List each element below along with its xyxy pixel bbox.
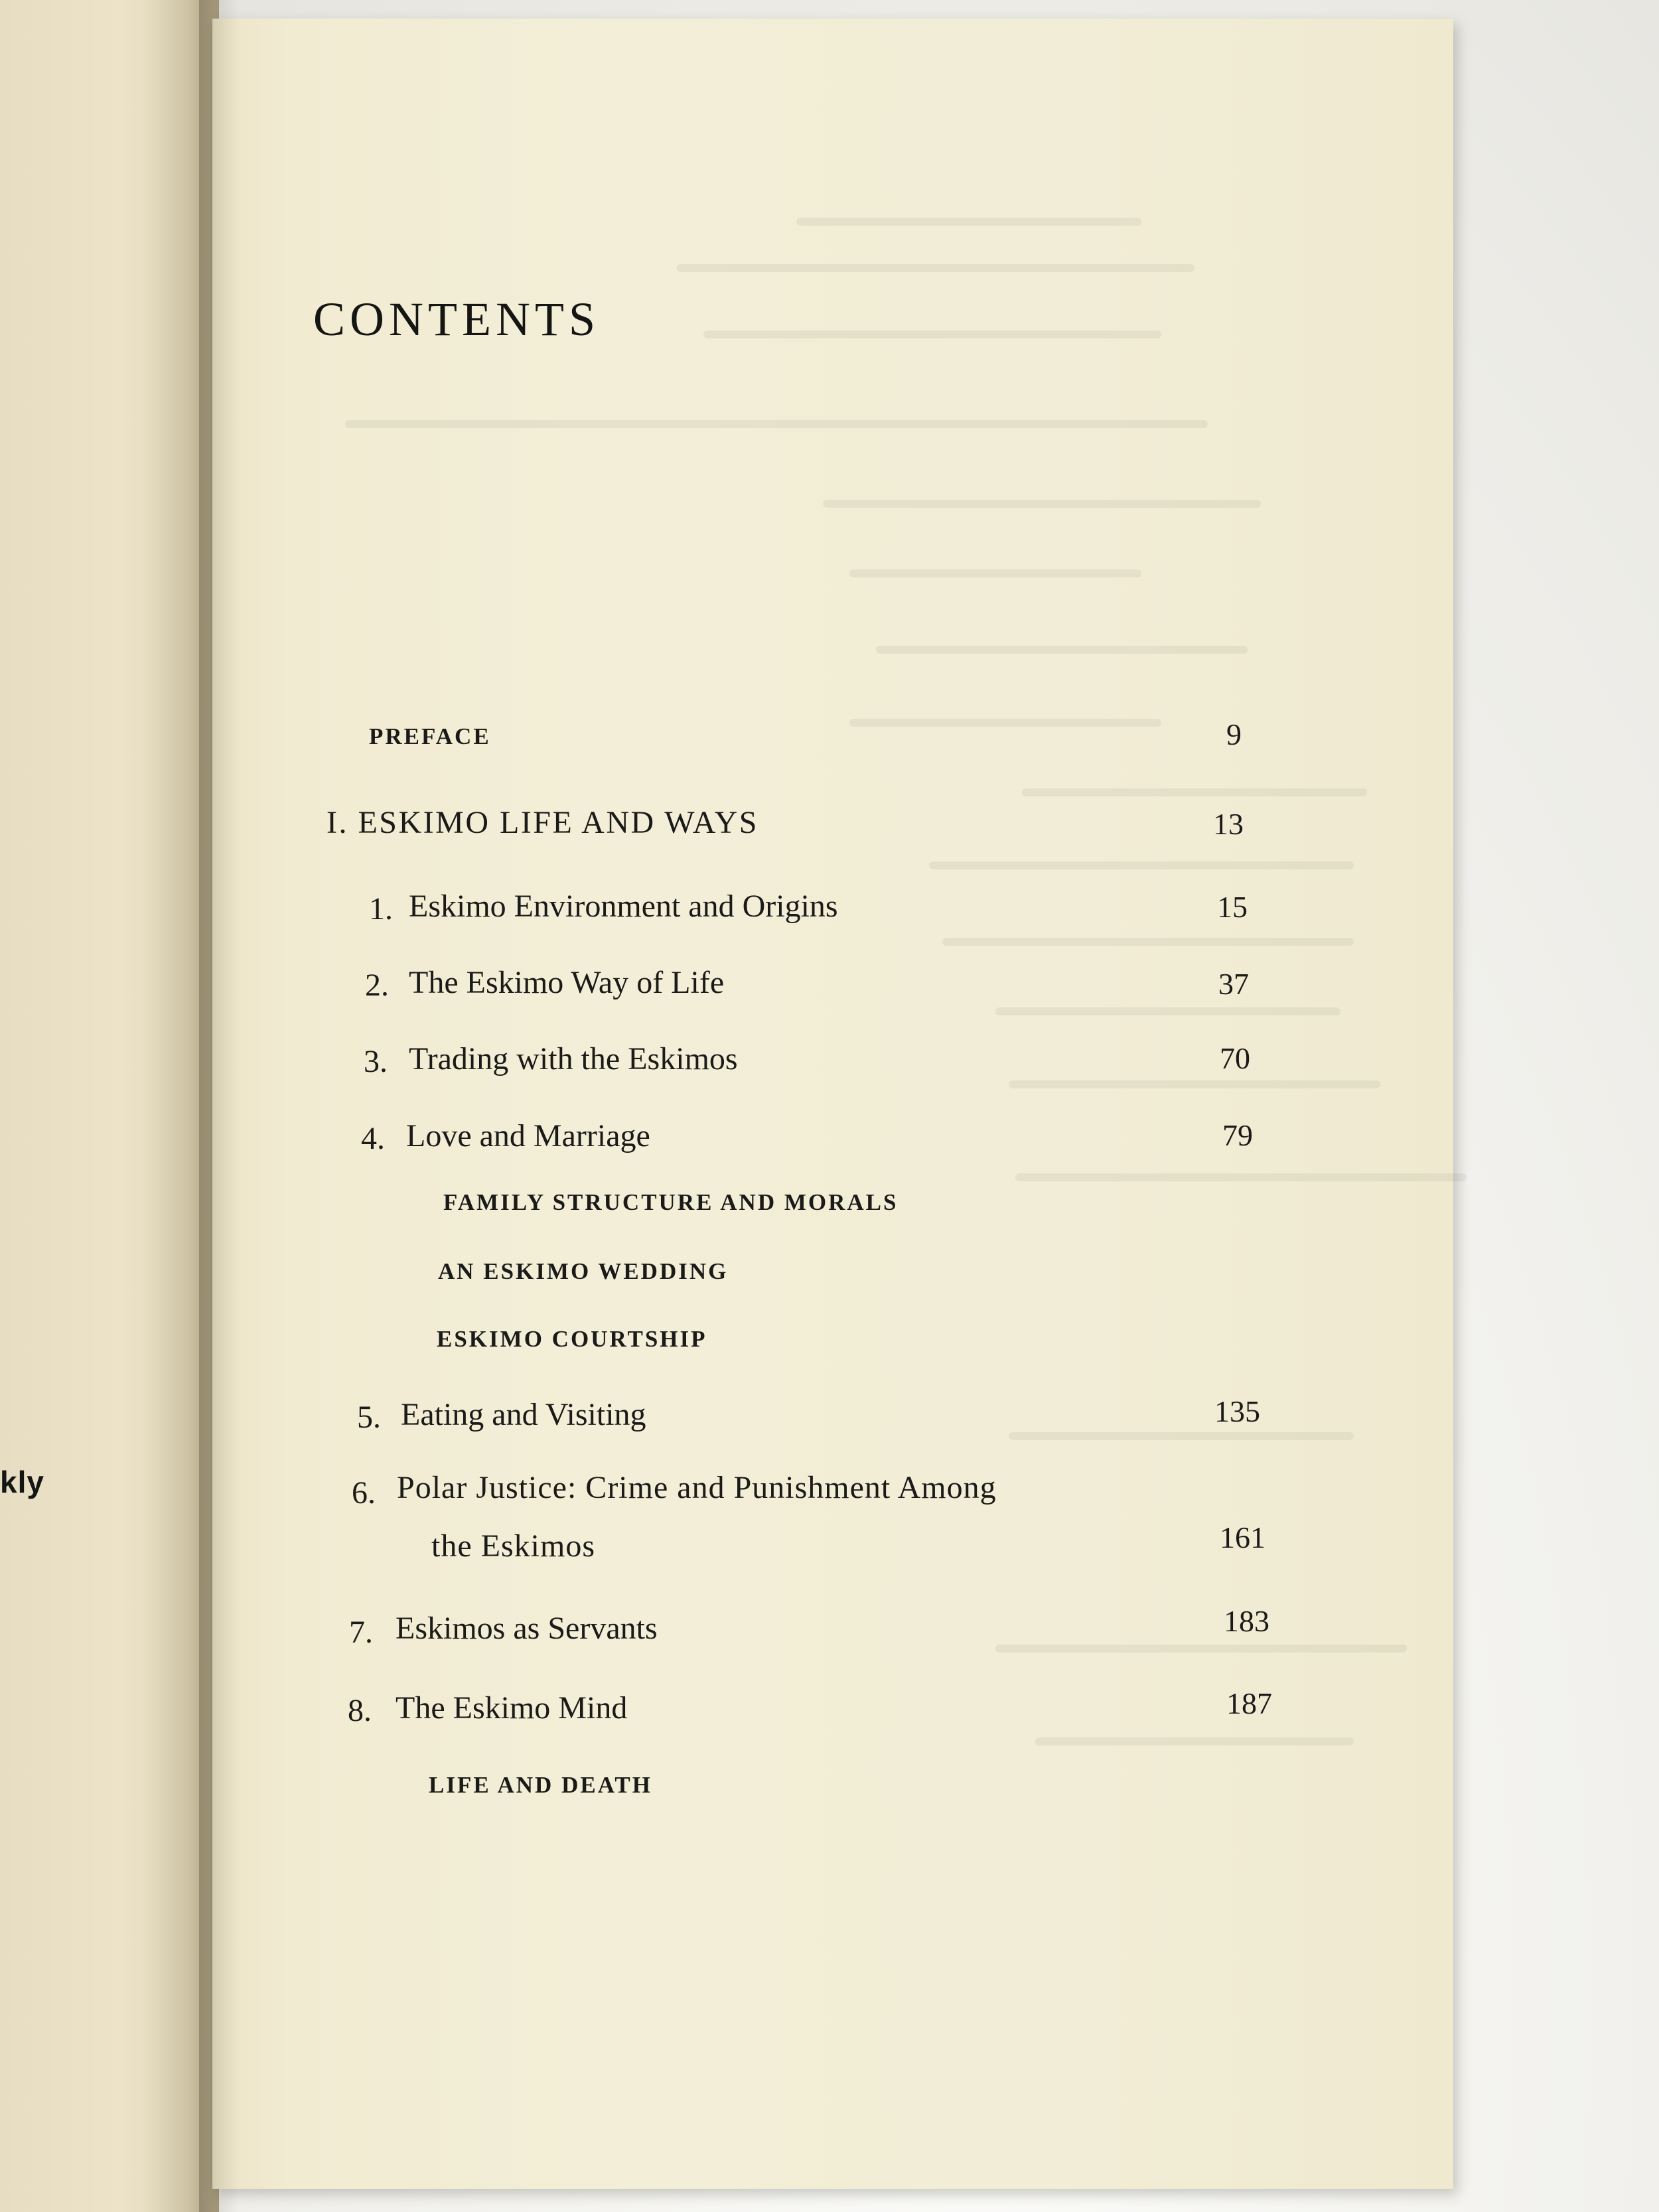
toc-subsection: FAMILY STRUCTURE AND MORALS xyxy=(443,1189,899,1215)
show-through-line xyxy=(876,646,1248,654)
show-through-line xyxy=(823,500,1261,508)
show-through-line xyxy=(995,1007,1340,1015)
toc-page-number: 79 xyxy=(1222,1118,1253,1152)
contents-heading: CONTENTS xyxy=(313,293,600,346)
toc-page-number: 37 xyxy=(1218,967,1249,1001)
toc-chapter-title-continued: the Eskimos xyxy=(431,1528,595,1564)
toc-chapter-number: 4. xyxy=(361,1121,385,1156)
show-through-line xyxy=(677,264,1194,272)
toc-page-number: 70 xyxy=(1220,1041,1250,1075)
show-through-line xyxy=(1009,1080,1380,1088)
toc-subsection: LIFE AND DEATH xyxy=(429,1772,652,1798)
toc-page-number: 183 xyxy=(1224,1604,1269,1638)
show-through-line xyxy=(796,218,1141,226)
toc-chapter-number: 7. xyxy=(349,1615,373,1650)
show-through-line xyxy=(929,861,1354,869)
toc-chapter-number: 6. xyxy=(352,1475,376,1511)
show-through-line xyxy=(1022,788,1367,796)
show-through-line xyxy=(942,938,1354,946)
toc-chapter-number: 5. xyxy=(357,1400,381,1435)
toc-chapter-title: Eating and Visiting xyxy=(401,1397,646,1432)
left-page-text-fragment: kly xyxy=(0,1465,44,1499)
toc-chapter-title: Love and Marriage xyxy=(406,1118,650,1153)
toc-subsection: ESKIMO COURTSHIP xyxy=(437,1326,707,1352)
show-through-line xyxy=(345,420,1208,428)
show-through-line xyxy=(1009,1432,1354,1440)
show-through-line xyxy=(1015,1173,1467,1181)
toc-chapter-number: 1. xyxy=(369,891,393,926)
toc-chapter-title: Trading with the Eskimos xyxy=(409,1041,738,1076)
toc-chapter-title: Eskimos as Servants xyxy=(396,1611,658,1646)
toc-entry-preface: PREFACE xyxy=(369,723,491,749)
toc-page-number: 13 xyxy=(1213,807,1244,841)
toc-part-title: I. ESKIMO LIFE AND WAYS xyxy=(326,805,758,840)
show-through-line xyxy=(849,719,1161,727)
show-through-line xyxy=(703,331,1161,338)
toc-page-number: 135 xyxy=(1214,1394,1260,1428)
show-through-line xyxy=(1035,1737,1354,1745)
toc-chapter-number: 2. xyxy=(365,968,389,1003)
toc-chapter-title: The Eskimo Mind xyxy=(396,1690,628,1726)
toc-page-number: 9 xyxy=(1226,717,1242,751)
toc-page-number: 187 xyxy=(1226,1686,1272,1720)
toc-chapter-title: Eskimo Environment and Origins xyxy=(409,889,838,924)
toc-chapter-number: 8. xyxy=(348,1693,372,1728)
toc-page-number: 15 xyxy=(1217,890,1248,924)
show-through-line xyxy=(995,1645,1407,1653)
toc-chapter-title: The Eskimo Way of Life xyxy=(409,965,725,1000)
show-through-line xyxy=(849,569,1141,577)
toc-subsection: AN ESKIMO WEDDING xyxy=(438,1258,729,1284)
toc-chapter-number: 3. xyxy=(364,1044,388,1079)
toc-page-number: 161 xyxy=(1220,1520,1265,1554)
book-gutter xyxy=(199,0,239,2212)
toc-chapter-title: Polar Justice: Crime and Punishment Among xyxy=(397,1470,997,1505)
